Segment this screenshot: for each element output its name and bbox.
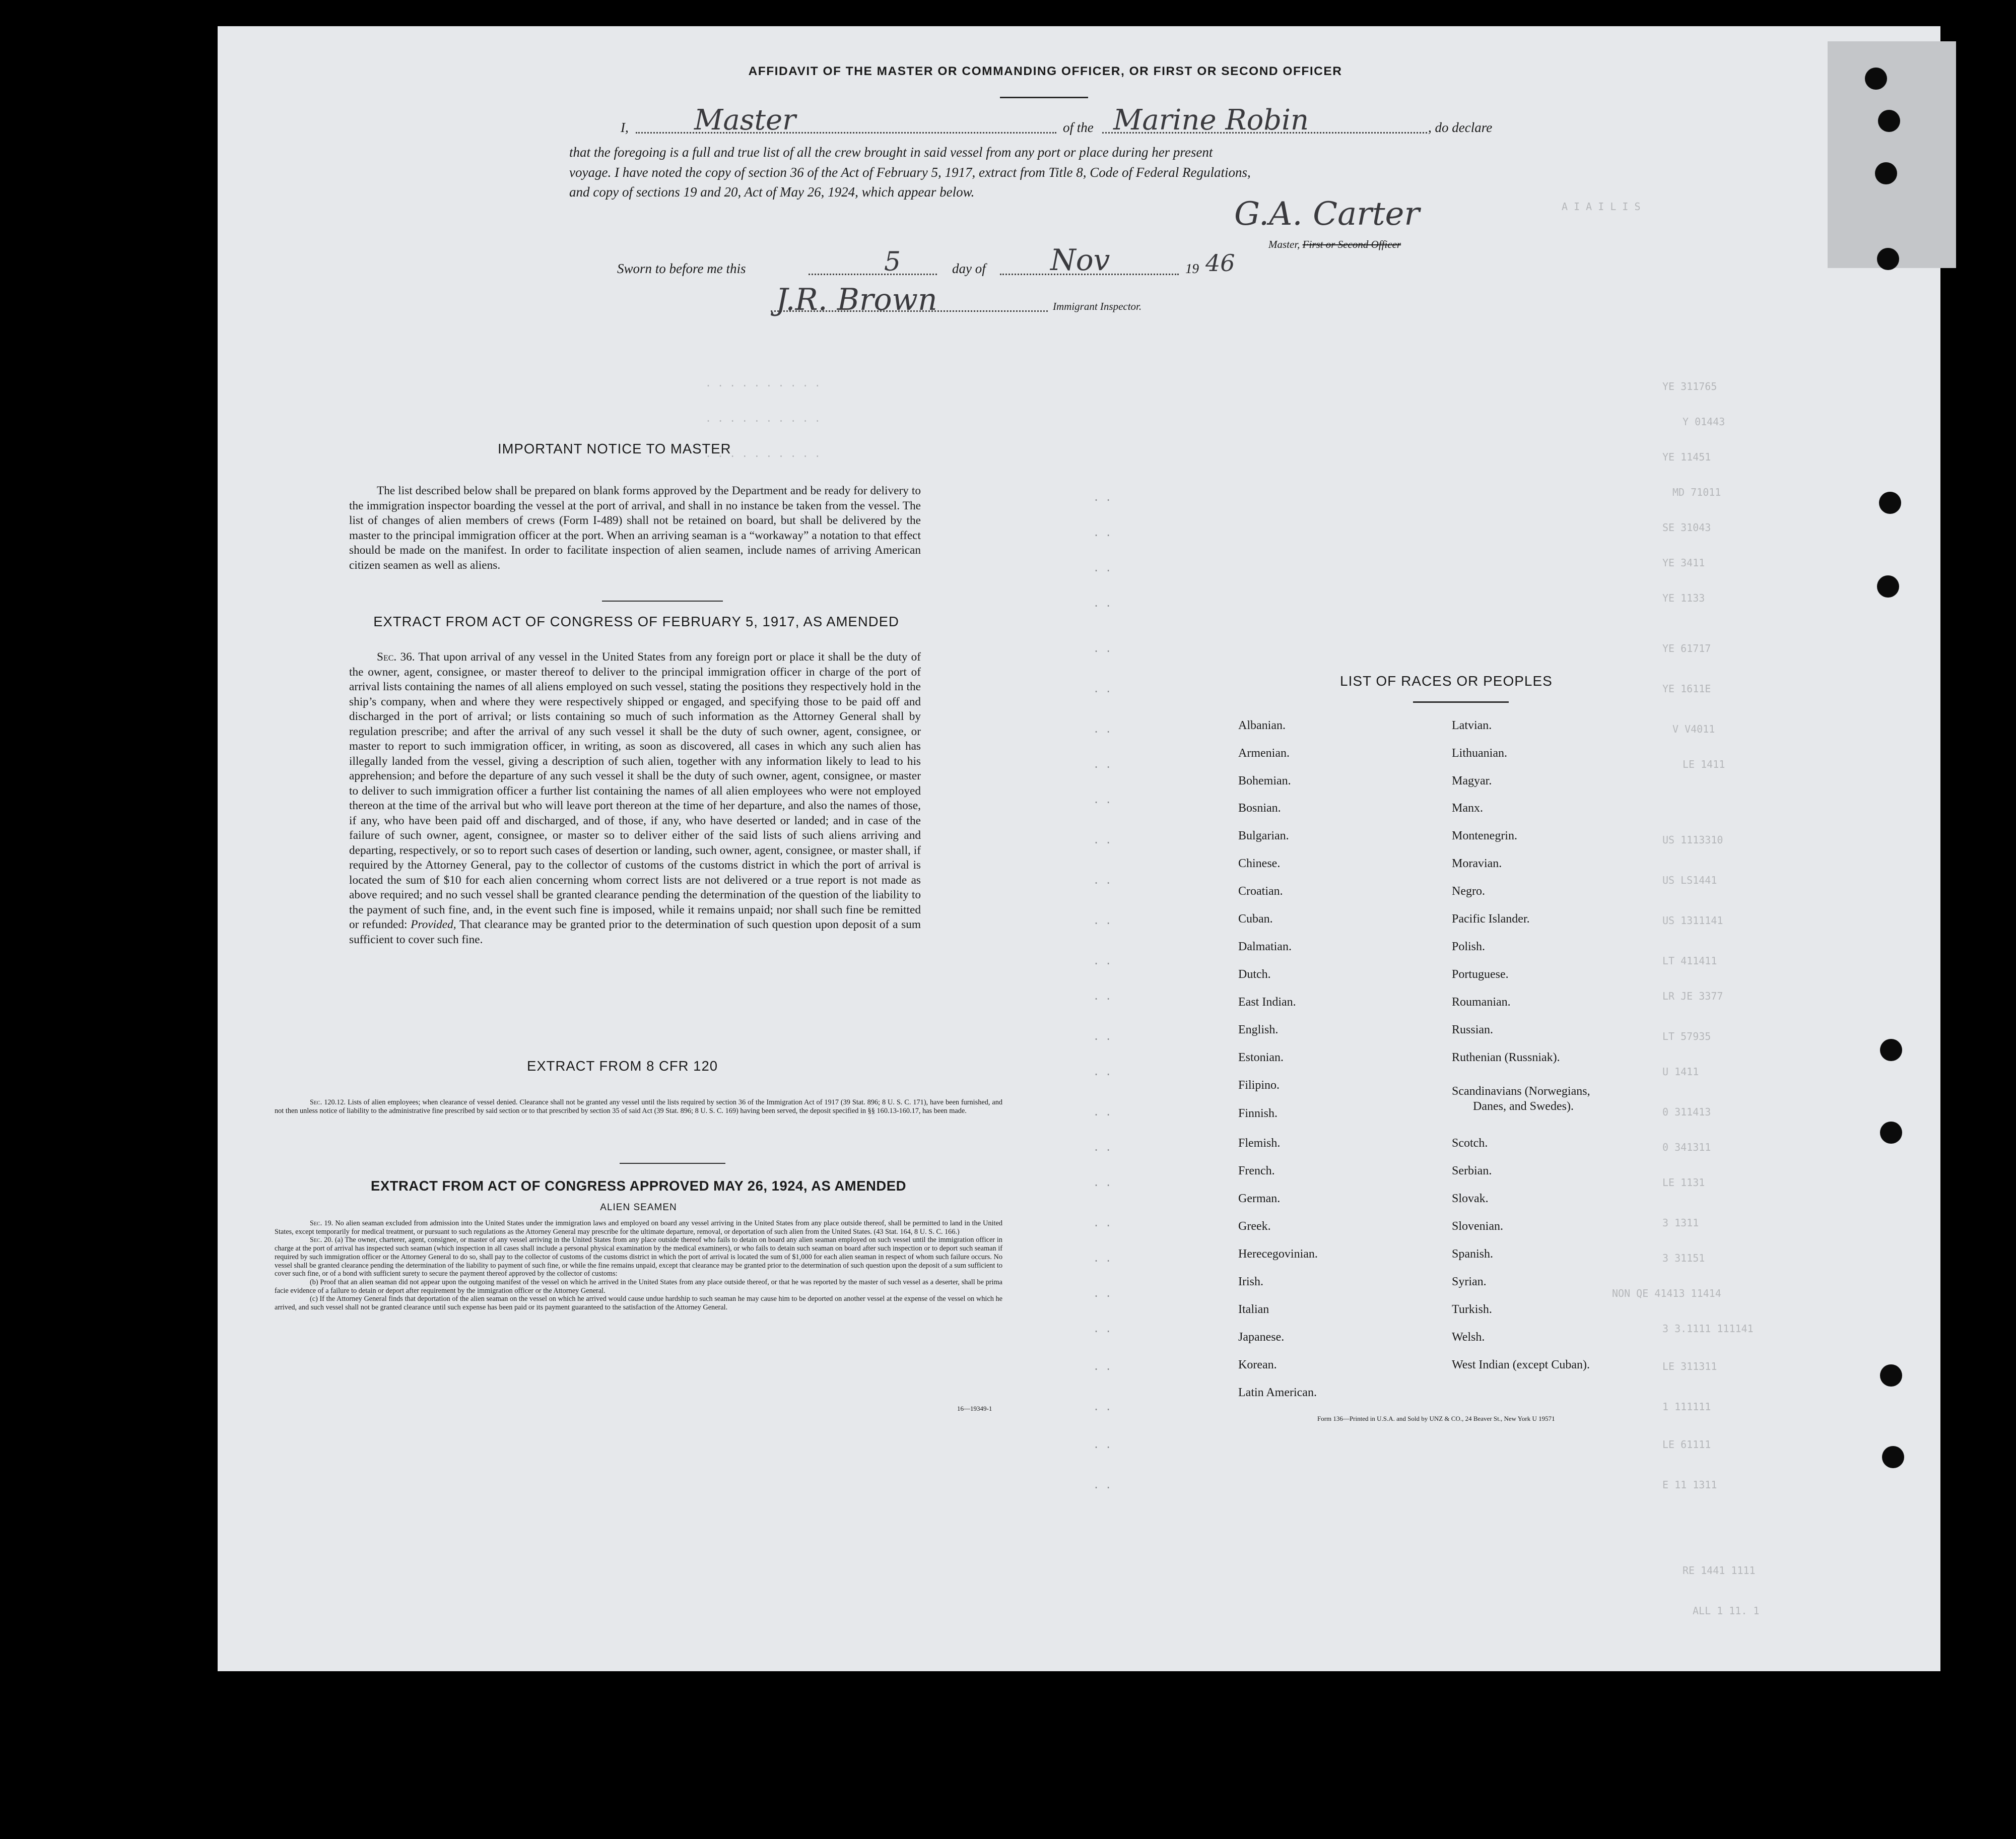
- extract-cfr-body: [275, 1098, 1002, 1115]
- race-item: Manx.: [1452, 802, 1483, 815]
- race-item: Italian: [1238, 1303, 1269, 1316]
- binder-hole: [1879, 492, 1901, 514]
- sec-19: [275, 1219, 1002, 1236]
- master-label: Master,: [1268, 238, 1300, 250]
- race-item: Montenegrin.: [1452, 829, 1517, 842]
- race-item: Danes, and Swedes).: [1473, 1100, 1574, 1113]
- sec-20-b: (b) Proof that an alien seaman did not appear upon the outgoing manifest of the vessel on which he arrived in the United States from any place outside thereof, or that he was reported by the master of such vessel as a deserter, shall be prima facie evidence of a failure to detain or deport after requirement by the immigration officer or the Attorney General.: [275, 1278, 1002, 1295]
- binder-hole: [1882, 1446, 1904, 1468]
- race-item: Cuban.: [1238, 912, 1273, 926]
- section-label: Sec. 36.: [377, 650, 415, 664]
- race-item: Lithuanian.: [1452, 747, 1507, 760]
- race-item: Irish.: [1238, 1275, 1263, 1288]
- notice-body: The list described below shall be prepared on blank forms approved by the Department and be ready for delivery to the immigration inspector boarding the vessel at the port of arrival, and shall in no instance be taken from the vessel. The list of changes of alien members of crews (Form I-489) shall not be retained on board, but shall be delivered by the master to the principal immigration officer at the port. When an arriving seaman is a “workaway” a notation to that effect should be made on the manifest. In order to facilitate inspection of alien seamen, include names of arriving American citizen seamen as well as aliens.: [349, 484, 921, 572]
- binder-hole: [1878, 110, 1900, 132]
- notice-title: IMPORTANT NOTICE TO MASTER: [498, 441, 731, 456]
- of-the-label: of the: [1063, 120, 1094, 135]
- binder-hole: [1877, 575, 1899, 598]
- race-item: French.: [1238, 1164, 1275, 1177]
- race-item: Moravian.: [1452, 857, 1502, 870]
- race-item: Albanian.: [1238, 719, 1286, 732]
- race-item: Ruthenian (Russniak).: [1452, 1051, 1560, 1064]
- race-item: Latin American.: [1238, 1386, 1317, 1399]
- vessel-name: Marine Robin: [1113, 104, 1309, 137]
- binder-hole: [1865, 68, 1887, 90]
- race-item: Korean.: [1238, 1358, 1277, 1371]
- extract-1917-body: [349, 650, 921, 947]
- statement-line: voyage. I have noted the copy of section 36 of the Act of February 5, 1917, extract from Title 8, Code of Federal Regulations,: [569, 164, 1251, 180]
- binder-hole: [1880, 1364, 1902, 1387]
- extract-cfr-title: EXTRACT FROM 8 CFR 120: [527, 1058, 718, 1074]
- extract-1917-title: EXTRACT FROM ACT OF CONGRESS OF FEBRUARY 5, 1917, AS AMENDED: [373, 614, 899, 629]
- race-item: Flemish.: [1238, 1137, 1281, 1150]
- extract-1924-title: EXTRACT FROM ACT OF CONGRESS APPROVED MAY 26, 1924, AS AMENDED: [371, 1178, 906, 1194]
- race-item: Serbian.: [1452, 1164, 1492, 1177]
- section-text: That upon arrival of any vessel in the United States from any foreign port or place it shall be the duty of the owner, agent, consignee, or master thereof to deliver to the principal immigration officer in charge of the port of arrival lists containing the names of all aliens employed on such vessel, stating the positions they respectively hold in the ship’s company, when and where they were respectively shipped or engaged, and specifying those to be paid off and discharged in the port of arrival; or lists containing so much of such information as the Attorney General shall by regulation prescribe; and after the arrival of any such vessel it shall be the duty of such owner, agent, consignee, or master to report to such immigration officer, in writing, as soon as discovered, all cases in which any such alien has illegally landed from the vessel, giving a description of such alien, together with any information likely to lead to his apprehension; and before the departure of any such vessel it shall be the duty of such owner, agent, consignee, or master to deliver to such immigration officer a further list containing the names of all alien employees who were not employed thereon at the time of the arrival but who will leave port thereon at the time of her departure, and also the names of those, if any, who have been paid off and discharged, and of those, if any, who have deserted or landed; and in case of the failure of such owner, agent, consignee, or master so to deliver either of the said lists of such aliens arriving and departing, respectively, or so to report such cases of desertion or landing, such owner, agent, consignee, or master shall, if required by the Attorney General, pay to the collector of customs of the customs district in which the port of arrival is located the sum of $10 for each alien concerning whom correct lists are not delivered or a true report is not made as above required; and no such vessel shall be granted clearance pending the determination of the question of the liability to the payment of such fine, and, in the event such fine is imposed, while it remains unpaid; nor shall such fine be remitted or refunded:: [349, 650, 921, 931]
- sec-20: [275, 1236, 1002, 1278]
- master-name: Master: [694, 104, 796, 137]
- race-item: Scotch.: [1452, 1137, 1488, 1150]
- struck-officer: First or Second Officer: [1302, 238, 1401, 250]
- binder-hole: [1875, 162, 1897, 184]
- binder-hole: [1880, 1122, 1902, 1144]
- sworn-label: Sworn to before me this: [617, 261, 746, 276]
- race-item: Latvian.: [1452, 719, 1492, 732]
- race-item: Slovak.: [1452, 1192, 1489, 1205]
- blank-line: [809, 274, 937, 275]
- race-item: Chinese.: [1238, 857, 1281, 870]
- race-item: Herecegovinian.: [1238, 1247, 1318, 1261]
- race-item: Bosnian.: [1238, 802, 1281, 815]
- do-declare: , do declare: [1428, 120, 1493, 135]
- form-footer: Form 136—Printed in U.S.A. and Sold by UNZ & CO., 24 Beaver St., New York U 19571: [1317, 1415, 1555, 1422]
- year-prefix: 19: [1185, 261, 1199, 276]
- binder-hole: [1880, 1039, 1902, 1061]
- section-label: Sec. 20.: [310, 1236, 333, 1244]
- race-item: Russian.: [1452, 1023, 1494, 1036]
- race-item: Portuguese.: [1452, 968, 1509, 981]
- day-of-label: day of: [952, 261, 986, 276]
- race-item: Pacific Islander.: [1452, 912, 1530, 926]
- race-item: Finnish.: [1238, 1107, 1278, 1120]
- month-value: Nov: [1050, 243, 1110, 277]
- race-item: Roumanian.: [1452, 996, 1511, 1009]
- day-value: 5: [884, 247, 901, 277]
- race-item: Croatian.: [1238, 885, 1283, 898]
- race-item: Welsh.: [1452, 1331, 1485, 1344]
- master-title: [1268, 238, 1401, 251]
- section-text: (a) The owner, charterer, agent, consignee, or master of any vessel arriving in the United States from any place outside thereof who fails to detain on board any alien seaman employed on such vessel until the immigration officer in charge at the port of arrival has inspected such seaman (which inspection in all cases shall include a personal physical examination by the medical examiners), or who fails to detain such seaman on board after such inspection or to deport such seaman if required by such immigration officer or the Attorney General to do so, shall pay to the collector of customs of the customs district in which the port of arrival is located the sum of $1,000 for each alien seaman in respect of whom such failure occurs. No vessel shall be granted clearance pending the determination of the liability to payment of such fine, or while the fine remains unpaid, except that clearance may be granted prior to the determination of such question upon the deposit of a sum sufficient to cover such fine, or of a bond with sufficient surety to secure the payment thereof approved by the collector of customs:: [275, 1236, 1003, 1278]
- divider: [620, 1163, 725, 1164]
- extract-1924-subtitle: ALIEN SEAMEN: [600, 1202, 677, 1213]
- race-item: Slovenian.: [1452, 1220, 1503, 1233]
- i-label: I,: [621, 120, 629, 135]
- affidavit-statement: [569, 143, 1521, 203]
- race-item: Japanese.: [1238, 1331, 1285, 1344]
- statement-line: that the foregoing is a full and true list of all the crew brought in said vessel from any port or place during her present: [569, 145, 1213, 160]
- race-item: Syrian.: [1452, 1275, 1487, 1288]
- index-tab: [1828, 41, 1956, 268]
- section-label: Sec. 120.12.: [310, 1098, 346, 1106]
- race-item: German.: [1238, 1192, 1281, 1205]
- provided-text: That clearance may be granted prior to the determination of such question upon deposit of a sum sufficient to cover such fine.: [349, 918, 921, 946]
- statement-line: and copy of sections 19 and 20, Act of May 26, 1924, which appear below.: [569, 184, 975, 200]
- race-item: Bohemian.: [1238, 774, 1291, 787]
- race-item: Filipino.: [1238, 1079, 1280, 1092]
- race-item: Polish.: [1452, 940, 1486, 953]
- section-text: No alien seaman excluded from admission into the United States under the immigration laws and employed on board any vessel arriving in the United States from any place outside thereof, shall be permitted to land in the United States, except temporarily for medical treatment, or pursuant to such regulations as the Attorney General may prescribe for the ultimate departure, removal, or deportation of such alien from the United States. (43 Stat. 164, 8 U. S. C. 166.): [275, 1219, 1002, 1236]
- race-item: Turkish.: [1452, 1303, 1492, 1316]
- race-item: Negro.: [1452, 885, 1485, 898]
- inspector-label: Immigrant Inspector.: [1053, 300, 1142, 312]
- provided-label: Provided,: [411, 918, 456, 931]
- race-item: English.: [1238, 1023, 1279, 1036]
- races-title: LIST OF RACES OR PEOPLES: [1340, 673, 1553, 689]
- race-item: Bulgarian.: [1238, 829, 1289, 842]
- race-item: Estonian.: [1238, 1051, 1284, 1064]
- form-code: 16—19349-1: [957, 1405, 992, 1412]
- divider: [1413, 701, 1509, 703]
- sec-20-c: (c) If the Attorney General finds that deportation of the alien seaman on the vessel on which he arrived would cause undue hardship to such seaman he may cause him to be deported on another vessel at the expense of the vessel on which he arrived, and such vessel shall not be granted clearance until such expense has been paid or its payment guaranteed to the satisfaction of the Attorney General.: [275, 1295, 1002, 1312]
- affidavit-title: AFFIDAVIT OF THE MASTER OR COMMANDING OFFICER, OR FIRST OR SECOND OFFICER: [748, 64, 1342, 78]
- divider: [602, 601, 723, 602]
- extract-1924-body: [275, 1219, 1002, 1312]
- inspector-signature: J.R. Brown: [776, 282, 937, 317]
- master-signature: G.A. Carter: [1234, 195, 1420, 233]
- binder-hole: [1877, 248, 1899, 270]
- race-item: East Indian.: [1238, 996, 1296, 1009]
- race-item: West Indian (except Cuban).: [1452, 1358, 1590, 1371]
- race-item: Spanish.: [1452, 1247, 1494, 1261]
- race-item: Magyar.: [1452, 774, 1492, 787]
- section-text: Lists of alien employees; when clearance of vessel denied. Clearance shall not be granted any vessel until the lists required by section 36 of the Immigration Act of 1917 (39 Stat. 896; 8 U. S. C. 171), have been furnished, and not then unless notice of liability to the administrative fine prescribed by said section or to that prescribed by section 35 of said Act (39 Stat. 896; 8 U. S. C. 169) having been served, the deposit specified in §§ 160.13-160.17, has been made.: [275, 1098, 1002, 1115]
- race-item: Armenian.: [1238, 747, 1290, 760]
- race-item: Dutch.: [1238, 968, 1271, 981]
- year-value: 46: [1205, 249, 1235, 277]
- race-item: Greek.: [1238, 1220, 1271, 1233]
- divider: [1000, 97, 1088, 98]
- section-label: Sec. 19.: [310, 1219, 333, 1227]
- race-item: Dalmatian.: [1238, 940, 1292, 953]
- race-item: Scandinavians (Norwegians,: [1452, 1085, 1590, 1098]
